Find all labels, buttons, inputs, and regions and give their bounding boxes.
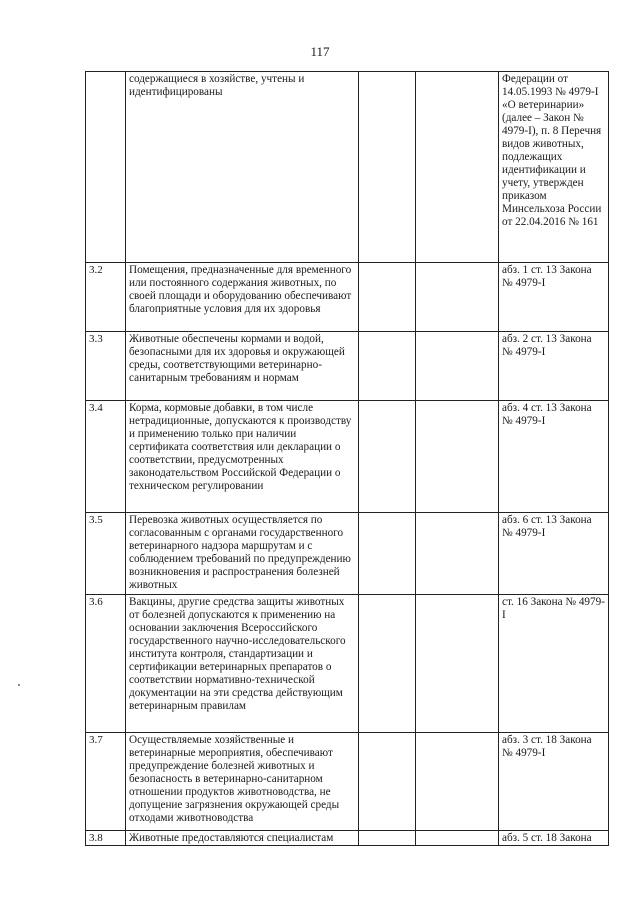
legal-reference: ст. 16 Закона № 4979-I bbox=[499, 595, 609, 733]
answer-yes-cell[interactable] bbox=[359, 332, 416, 401]
requirement-text: Животные предоставляются специалистам bbox=[126, 831, 359, 846]
table-row bbox=[86, 401, 609, 513]
answer-no-cell[interactable] bbox=[416, 733, 499, 831]
answer-yes-cell[interactable] bbox=[359, 831, 416, 846]
scan-speck bbox=[18, 684, 20, 686]
legal-reference: абз. 2 ст. 13 Закона № 4979-I bbox=[499, 332, 609, 401]
requirements-table bbox=[85, 71, 609, 846]
answer-yes-cell[interactable] bbox=[359, 733, 416, 831]
legal-reference: абз. 6 ст. 13 Закона № 4979-I bbox=[499, 513, 609, 595]
answer-no-cell[interactable] bbox=[416, 263, 499, 332]
table-row bbox=[86, 595, 609, 733]
answer-yes-cell[interactable] bbox=[359, 263, 416, 332]
requirement-text: Животные обеспечены кормами и водой, безопасными для их здоровья и окружающей среды, соответствующими ветеринарно-санитарным требованиям и нормам bbox=[126, 332, 359, 401]
table-row bbox=[86, 263, 609, 332]
answer-yes-cell[interactable] bbox=[359, 513, 416, 595]
requirement-text: Перевозка животных осуществляется по согласованным с органами государственного ветеринарного надзора маршрутам и с соблюдением требований по предупреждению возникновения и распространения болезней животных bbox=[126, 513, 359, 595]
row-number: 3.5 bbox=[86, 513, 126, 595]
row-number: 3.6 bbox=[86, 595, 126, 733]
table-row bbox=[86, 831, 609, 846]
answer-no-cell[interactable] bbox=[416, 332, 499, 401]
row-number: 3.2 bbox=[86, 263, 126, 332]
legal-reference: абз. 3 ст. 18 Закона № 4979-I bbox=[499, 733, 609, 831]
answer-yes-cell[interactable] bbox=[359, 401, 416, 513]
requirement-text: Осуществляемые хозяйственные и ветеринарные мероприятия, обеспечивают предупреждение болезней животных и безопасность в ветеринарно-санитарном отношении продуктов животноводства, не допущение загрязнения окружающей среды отходами животноводства bbox=[126, 733, 359, 831]
table-row bbox=[86, 332, 609, 401]
legal-reference: абз. 1 ст. 13 Закона № 4979-I bbox=[499, 263, 609, 332]
table-row bbox=[86, 733, 609, 831]
requirement-text: Помещения, предназначенные для временного или постоянного содержания животных, по своей площади и оборудованию обеспечивают благоприятные условия для их здоровья bbox=[126, 263, 359, 332]
legal-reference: абз. 4 ст. 13 Закона № 4979-I bbox=[499, 401, 609, 513]
row-number: 3.3 bbox=[86, 332, 126, 401]
legal-reference: абз. 5 ст. 18 Закона bbox=[499, 831, 609, 846]
answer-yes-cell[interactable] bbox=[359, 72, 416, 263]
requirement-text: Вакцины, другие средства защиты животных от болезней допускаются к применению на основании заключения Всероссийского государственного научно-исследовательского института контроля, стандартизации и сертификации ветеринарных препаратов о соответствии нормативно-технической документации на эти средства действующим ветеринарным правилам bbox=[126, 595, 359, 733]
answer-no-cell[interactable] bbox=[416, 72, 499, 263]
row-number: 3.7 bbox=[86, 733, 126, 831]
row-number: 3.4 bbox=[86, 401, 126, 513]
answer-no-cell[interactable] bbox=[416, 595, 499, 733]
page-number: 117 bbox=[310, 44, 330, 59]
requirement-text: Корма, кормовые добавки, в том числе нетрадиционные, допускаются к производству и применению только при наличии сертификата соответствия или декларации о соответствии, предусмотренных законодательством Российской Федерации о техническом регулировании bbox=[126, 401, 359, 513]
answer-no-cell[interactable] bbox=[416, 401, 499, 513]
answer-no-cell[interactable] bbox=[416, 831, 499, 846]
table-row bbox=[86, 72, 609, 263]
table-row bbox=[86, 513, 609, 595]
row-number: 3.8 bbox=[86, 831, 126, 846]
row-number bbox=[86, 72, 126, 263]
answer-yes-cell[interactable] bbox=[359, 595, 416, 733]
requirement-text: содержащиеся в хозяйстве, учтены и идентифицированы bbox=[126, 72, 359, 263]
legal-reference: Федерации от 14.05.1993 № 4979-I «О ветеринарии» (далее – Закон № 4979-I), п. 8 Перечня видов животных, подлежащих идентификации и учету, утвержден приказом Минсельхоза России от 22.04.2016 № 161 bbox=[499, 72, 609, 263]
answer-no-cell[interactable] bbox=[416, 513, 499, 595]
